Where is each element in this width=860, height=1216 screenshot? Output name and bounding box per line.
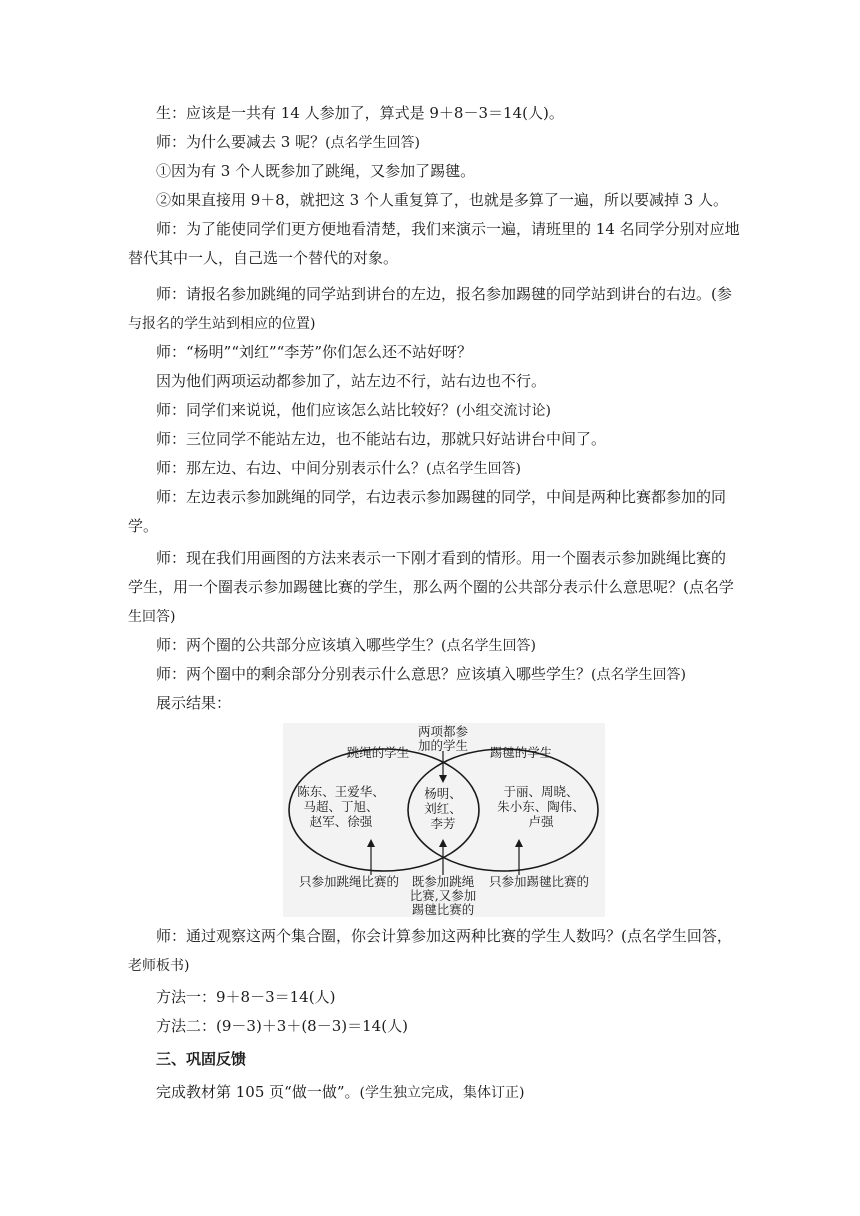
paragraph-5-line-1: 师：为了能使同学们更方便地看清楚，我们来演示一遍，请班里的 14 名同学分别对应地 (156, 220, 740, 238)
paragraph-3: ①因为有 3 个人既参加了跳绳，又参加了踢毽。 (156, 162, 476, 180)
bottom-center-line-1: 既参加跳绳 (411, 874, 475, 889)
paragraph-6-line-2: 与报名的学生站到相应的位置) (128, 316, 316, 332)
paragraph-6-line-1: 师：请报名参加跳绳的同学站到讲台的左边，报名参加踢毽的同学站到讲台的右边。(参 (156, 285, 732, 303)
bottom-left-label: 只参加跳绳比赛的 (298, 874, 400, 889)
paragraph-10: 师：三位同学不能站左边，也不能站右边，那就只好站讲台中间了。 (156, 430, 607, 448)
paragraph-4: ②如果直接用 9＋8，就把这 3 个人重复算了，也就是多算了一遍，所以要减掉 3 人。 (156, 191, 729, 209)
right-names-line-1: 于丽、周晓、 (503, 784, 579, 799)
center-names-line-3: 李芳 (430, 816, 456, 831)
right-set-label: 踢毽的学生 (489, 745, 553, 760)
top-label-line-1: 两项都参 (417, 724, 469, 739)
left-names-line-1: 陈东、王爱华、 (297, 784, 385, 799)
paragraph-14: 师：两个圈的公共部分应该填入哪些学生？(点名学生回答) (156, 636, 536, 654)
left-names-line-3: 赵军、徐强 (309, 814, 373, 829)
top-label-line-2: 加的学生 (417, 738, 469, 753)
paragraph-12-line-2: 学。 (128, 517, 159, 535)
annotation: (点名学生回答) (325, 135, 421, 151)
annotation: (点名学生回答) (591, 667, 686, 683)
paragraph-5-line-2: 替代其中一人，自己选一个替代的对象。 (128, 249, 399, 267)
paragraph-2: 师：为什么要减去 3 呢？(点名学生回答) (156, 133, 421, 151)
center-names-line-1: 杨明、 (424, 786, 462, 801)
paragraph-13-line-2: 学生，用一个圈表示参加踢毽比赛的学生，那么两个圈的公共部分表示什么意思呢？(点名学 (128, 578, 734, 596)
paragraph-13-line-1: 师：现在我们用画图的方法来表示一下刚才看到的情形。用一个圈表示参加跳绳比赛的 (156, 549, 727, 567)
paragraph-12-line-1: 师：左边表示参加跳绳的同学，右边表示参加踢毽的同学，中间是两种比赛都参加的同 (156, 488, 727, 506)
paragraph-9: 师：同学们来说说，他们应该怎么站比较好？(小组交流讨论) (156, 401, 551, 419)
annotation: (小组交流讨论) (456, 403, 551, 419)
paragraph-15: 师：两个圈中的剩余部分分别表示什么意思？应该填入哪些学生？(点名学生回答) (156, 665, 686, 683)
paragraph-8: 因为他们两项运动都参加了，站左边不行，站右边也不行。 (156, 372, 547, 390)
final-paragraph: 完成教材第 105 页“做一做”。(学生独立完成，集体订正) (156, 1083, 525, 1101)
left-names-line-2: 马超、丁旭、 (303, 799, 379, 814)
left-set-label: 跳绳的学生 (346, 745, 410, 760)
method-2: 方法二：(9－3)＋3＋(8－3)＝14(人) (156, 1017, 408, 1035)
annotation: (点名学生回答) (426, 461, 521, 477)
paragraph-11: 师：那左边、右边、中间分别表示什么？(点名学生回答) (156, 459, 521, 477)
bottom-right-label: 只参加踢毽比赛的 (488, 874, 590, 889)
method-1: 方法一：9＋8－3＝14(人) (156, 988, 336, 1006)
section-heading: 三、巩固反馈 (156, 1050, 247, 1068)
annotation: (点名学生回答) (441, 638, 536, 654)
right-names-line-3: 卢强 (528, 814, 554, 829)
right-names-line-2: 朱小东、陶伟、 (497, 799, 585, 814)
annotation: (学生独立完成，集体订正) (359, 1085, 525, 1101)
paragraph-17-line-2: 老师板书) (128, 958, 190, 974)
venn-diagram (283, 723, 605, 917)
center-names-line-2: 刘红、 (424, 801, 462, 816)
bottom-center-line-3: 踢毽比赛的 (411, 902, 475, 917)
paragraph-17-line-1: 师：通过观察这两个集合圈，你会计算参加这两种比赛的学生人数吗？(点名学生回答， (156, 927, 732, 945)
bottom-center-line-2: 比赛,又参加 (409, 888, 477, 903)
paragraph-7: 师：“杨明”“刘红”“李芳”你们怎么还不站好呀？ (156, 343, 473, 361)
paragraph-13-line-3: 生回答) (128, 609, 176, 625)
paragraph-1: 生：应该是一共有 14 人参加了，算式是 9＋8－3＝14(人)。 (156, 104, 564, 122)
paragraph-16: 展示结果： (156, 694, 232, 712)
